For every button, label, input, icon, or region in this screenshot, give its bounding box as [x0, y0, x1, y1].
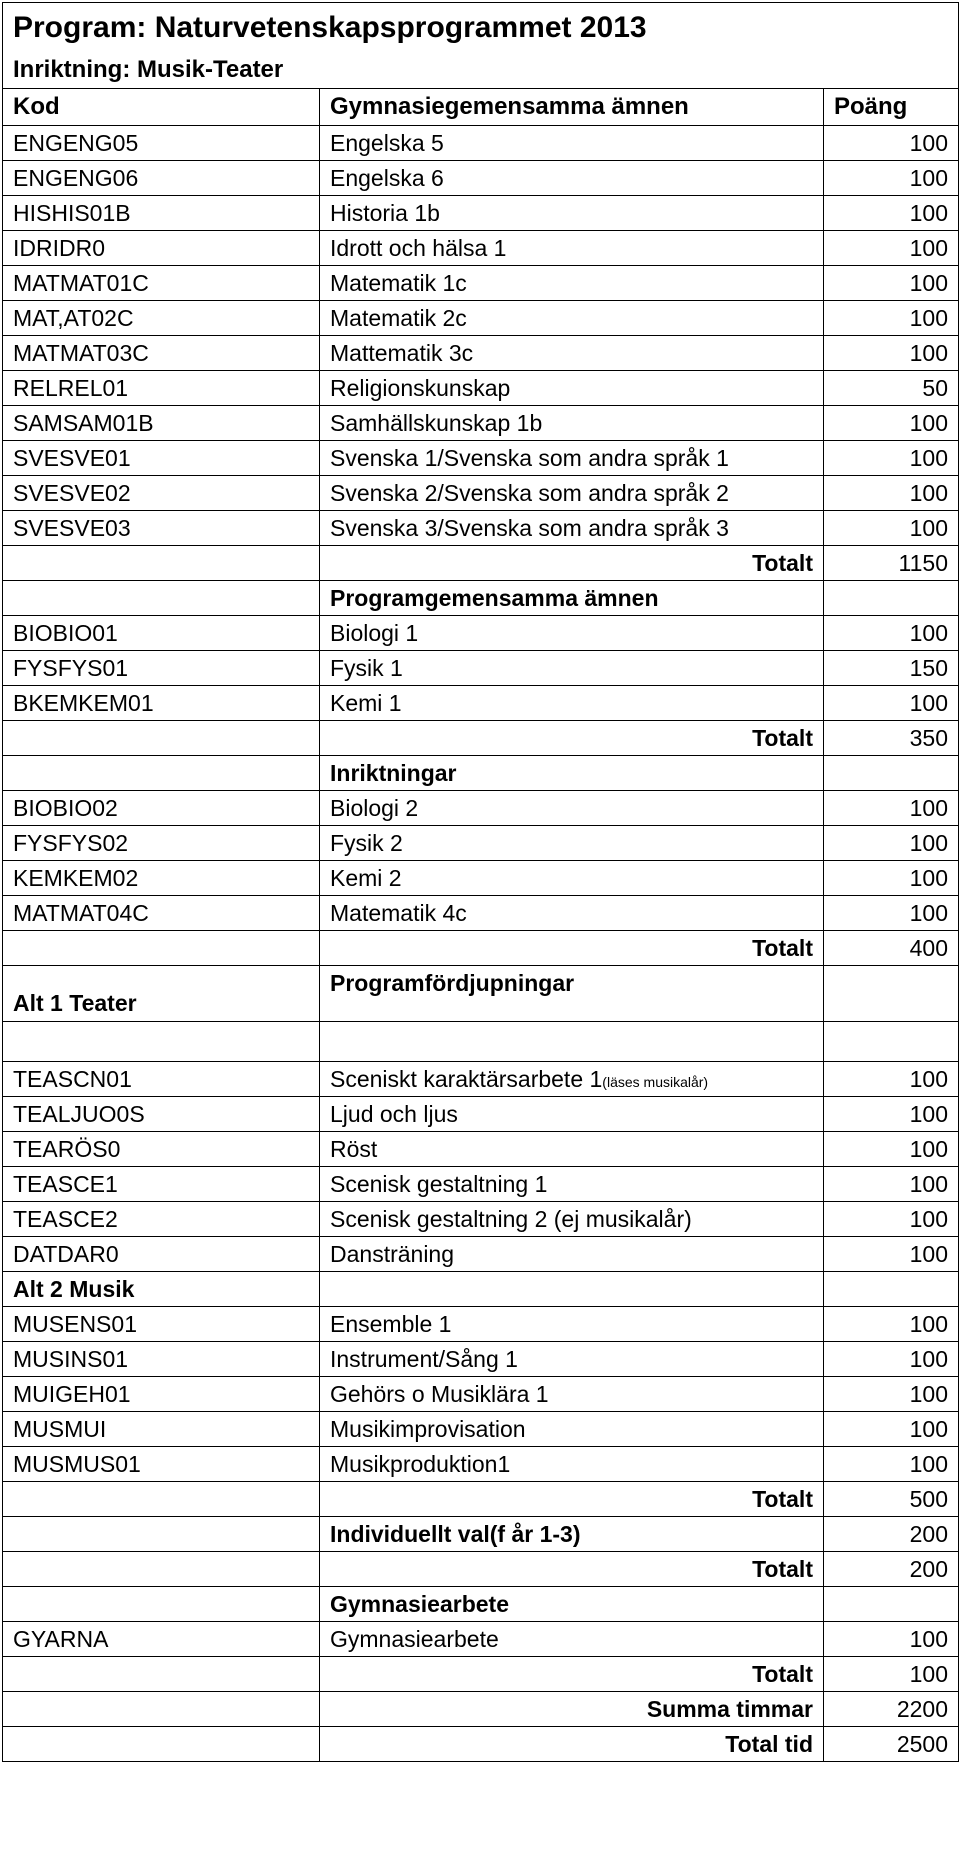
totaltid-row — [3, 1727, 959, 1762]
course-row — [3, 1307, 959, 1342]
individuellt-label: Individuellt val(f år 1-3) — [320, 1517, 824, 1552]
course-row — [3, 1342, 959, 1377]
course-row — [3, 1097, 959, 1132]
course-code: KEMKEM02 — [3, 861, 320, 896]
course-name-text: Samhällskunskap 1b — [330, 409, 543, 436]
course-name-text: Ensemble 1 — [330, 1310, 452, 1337]
course-code: RELREL01 — [3, 371, 320, 406]
page-subtitle: Inriktning: Musik-Teater — [3, 53, 959, 89]
course-code: SVESVE01 — [3, 441, 320, 476]
course-name-text: Musikimprovisation — [330, 1415, 526, 1442]
course-points: 100 — [824, 1167, 959, 1202]
course-points: 100 — [824, 616, 959, 651]
course-points: 100 — [824, 1622, 959, 1657]
gymnasiegemensamma-group — [3, 126, 959, 546]
course-code: MUSINS01 — [3, 1342, 320, 1377]
course-name-text: Matematik 2c — [330, 304, 467, 331]
header-amnen: Gymnasiegemensamma ämnen — [320, 89, 824, 126]
course-points: 100 — [824, 1342, 959, 1377]
course-points: 100 — [824, 686, 959, 721]
course-name-text: Musikproduktion1 — [330, 1450, 511, 1477]
course-name — [320, 1447, 824, 1482]
section-row — [3, 756, 959, 791]
course-points: 150 — [824, 651, 959, 686]
course-name — [320, 1377, 824, 1412]
course-code: FYSFYS02 — [3, 826, 320, 861]
course-code: FYSFYS01 — [3, 651, 320, 686]
course-points: 100 — [824, 1447, 959, 1482]
total-row — [3, 721, 959, 756]
course-row — [3, 826, 959, 861]
total-label: Totalt — [320, 721, 824, 756]
summa-value: 2200 — [824, 1692, 959, 1727]
section-row — [3, 581, 959, 616]
course-row — [3, 686, 959, 721]
course-name — [320, 826, 824, 861]
individuellt-value: 200 — [824, 1517, 959, 1552]
course-code: SVESVE03 — [3, 511, 320, 546]
course-code: IDRIDR0 — [3, 231, 320, 266]
section-heading: Inriktningar — [320, 756, 824, 791]
course-row — [3, 476, 959, 511]
course-name — [320, 1412, 824, 1447]
subtitle-row — [3, 53, 959, 89]
total-label: Totalt — [320, 1657, 824, 1692]
course-code: SVESVE02 — [3, 476, 320, 511]
course-code: TEASCN01 — [3, 1062, 320, 1097]
course-points: 100 — [824, 1237, 959, 1272]
course-code: BKEMKEM01 — [3, 686, 320, 721]
total-label: Totalt — [320, 546, 824, 581]
course-name-text: Mattematik 3c — [330, 339, 474, 366]
course-name-text: Fysik 2 — [330, 829, 403, 856]
total-value: 400 — [824, 931, 959, 966]
course-row — [3, 1062, 959, 1097]
course-row — [3, 861, 959, 896]
course-row — [3, 161, 959, 196]
alt2-row — [3, 1272, 959, 1307]
course-name — [320, 441, 824, 476]
course-points: 100 — [824, 406, 959, 441]
course-name — [320, 1307, 824, 1342]
course-name-text: Engelska 6 — [330, 164, 444, 191]
course-name-text: Gymnasiearbete — [330, 1625, 499, 1652]
summa-label: Summa timmar — [320, 1692, 824, 1727]
course-name-text: Svenska 1/Svenska som andra språk 1 — [330, 444, 729, 471]
course-name-text: Matematik 4c — [330, 899, 467, 926]
total-row — [3, 1482, 959, 1517]
total-value: 350 — [824, 721, 959, 756]
course-name-text: Scenisk gestaltning 2 (ej musikalår) — [330, 1205, 692, 1232]
course-points: 100 — [824, 861, 959, 896]
totaltid-value: 2500 — [824, 1727, 959, 1762]
course-name — [320, 476, 824, 511]
course-row — [3, 1167, 959, 1202]
course-code: BIOBIO02 — [3, 791, 320, 826]
course-code: DATDAR0 — [3, 1237, 320, 1272]
course-name — [320, 1342, 824, 1377]
course-name — [320, 196, 824, 231]
course-name — [320, 686, 824, 721]
course-row — [3, 1412, 959, 1447]
summa-row — [3, 1692, 959, 1727]
total-label: Totalt — [320, 1552, 824, 1587]
course-row — [3, 301, 959, 336]
course-code: ENGENG06 — [3, 161, 320, 196]
course-row — [3, 371, 959, 406]
inriktningar-group — [3, 791, 959, 931]
course-row — [3, 651, 959, 686]
course-code: MUSMUI — [3, 1412, 320, 1447]
header-row — [3, 89, 959, 126]
course-name-text: Svenska 3/Svenska som andra språk 3 — [330, 514, 729, 541]
totaltid-label: Total tid — [320, 1727, 824, 1762]
alt2-group — [3, 1307, 959, 1482]
course-code: TEARÖS0 — [3, 1132, 320, 1167]
course-name — [320, 651, 824, 686]
course-points: 100 — [824, 1132, 959, 1167]
course-code: MATMAT04C — [3, 896, 320, 931]
section-row — [3, 1587, 959, 1622]
course-code: MAT,AT02C — [3, 301, 320, 336]
course-points: 100 — [824, 896, 959, 931]
course-points: 100 — [824, 196, 959, 231]
section-heading: Programfördjupningar — [320, 966, 824, 1022]
alt1-label: Alt 1 Teater — [3, 966, 320, 1022]
course-points: 100 — [824, 826, 959, 861]
course-name — [320, 1132, 824, 1167]
course-name-text: Instrument/Sång 1 — [330, 1345, 518, 1372]
total-label: Totalt — [320, 1482, 824, 1517]
total-value: 200 — [824, 1552, 959, 1587]
course-row — [3, 441, 959, 476]
header-kod: Kod — [3, 89, 320, 126]
course-row — [3, 791, 959, 826]
course-name — [320, 371, 824, 406]
course-points: 100 — [824, 1377, 959, 1412]
course-name — [320, 511, 824, 546]
course-row — [3, 1377, 959, 1412]
course-name-text: Sceniskt karaktärsarbete 1 — [330, 1065, 603, 1092]
individuellt-row — [3, 1517, 959, 1552]
course-points: 50 — [824, 371, 959, 406]
course-row — [3, 1132, 959, 1167]
programgemensamma-group — [3, 616, 959, 721]
course-row — [3, 1447, 959, 1482]
course-code: MUIGEH01 — [3, 1377, 320, 1412]
course-name — [320, 1622, 824, 1657]
course-row — [3, 896, 959, 931]
course-points: 100 — [824, 126, 959, 161]
course-sheet — [2, 2, 958, 1762]
course-name — [320, 791, 824, 826]
course-name — [320, 301, 824, 336]
course-code: TEASCE2 — [3, 1202, 320, 1237]
course-name — [320, 1202, 824, 1237]
alt1-group — [3, 1062, 959, 1272]
course-code: GYARNA — [3, 1622, 320, 1657]
course-code: SAMSAM01B — [3, 406, 320, 441]
total-row — [3, 546, 959, 581]
course-row — [3, 511, 959, 546]
course-row — [3, 1622, 959, 1657]
course-points: 100 — [824, 336, 959, 371]
course-name-text: Gehörs o Musiklära 1 — [330, 1380, 549, 1407]
course-row — [3, 336, 959, 371]
header-poang: Poäng — [824, 89, 959, 126]
course-name-text: Biologi 2 — [330, 794, 419, 821]
section-heading: Programgemensamma ämnen — [320, 581, 824, 616]
course-code: MUSMUS01 — [3, 1447, 320, 1482]
course-code: BIOBIO01 — [3, 616, 320, 651]
spacer-row — [3, 1022, 959, 1062]
course-name — [320, 896, 824, 931]
course-name-text: Dansträning — [330, 1240, 455, 1267]
course-row — [3, 616, 959, 651]
course-note: (läses musikalår) — [602, 1073, 709, 1090]
course-name-text: Kemi 2 — [330, 864, 402, 891]
alt2-label: Alt 2 Musik — [3, 1272, 320, 1307]
page-title: Program: Naturvetenskapsprogrammet 2013 — [3, 3, 959, 53]
course-code: ENGENG05 — [3, 126, 320, 161]
course-code: TEASCE1 — [3, 1167, 320, 1202]
course-code: MATMAT03C — [3, 336, 320, 371]
course-name-text: Biologi 1 — [330, 619, 419, 646]
course-name-text: Svenska 2/Svenska som andra språk 2 — [330, 479, 729, 506]
course-name — [320, 861, 824, 896]
course-name — [320, 1167, 824, 1202]
course-points: 100 — [824, 511, 959, 546]
course-name — [320, 1237, 824, 1272]
course-name — [320, 161, 824, 196]
course-table — [2, 2, 959, 1762]
total-value: 1150 — [824, 546, 959, 581]
course-code: TEALJUO0S — [3, 1097, 320, 1132]
course-row — [3, 231, 959, 266]
section-heading: Gymnasiearbete — [320, 1587, 824, 1622]
course-name — [320, 231, 824, 266]
course-name-text: Religionskunskap — [330, 374, 511, 401]
course-points: 100 — [824, 266, 959, 301]
course-row — [3, 406, 959, 441]
title-row — [3, 3, 959, 53]
course-name-text: Kemi 1 — [330, 689, 402, 716]
course-points: 100 — [824, 161, 959, 196]
course-name-text: Idrott och hälsa 1 — [330, 234, 507, 261]
total-row — [3, 931, 959, 966]
total-value: 500 — [824, 1482, 959, 1517]
course-name-text: Scenisk gestaltning 1 — [330, 1170, 548, 1197]
course-name — [320, 406, 824, 441]
course-name-text: Ljud och ljus — [330, 1100, 458, 1127]
course-code: MUSENS01 — [3, 1307, 320, 1342]
course-points: 100 — [824, 441, 959, 476]
course-name-text: Historia 1b — [330, 199, 440, 226]
course-name — [320, 126, 824, 161]
total-label: Totalt — [320, 931, 824, 966]
course-points: 100 — [824, 1202, 959, 1237]
total-value: 100 — [824, 1657, 959, 1692]
course-points: 100 — [824, 301, 959, 336]
course-row — [3, 196, 959, 231]
total-row — [3, 1657, 959, 1692]
course-name — [320, 336, 824, 371]
gymnasiearbete-group — [3, 1622, 959, 1657]
course-row — [3, 126, 959, 161]
course-points: 100 — [824, 1062, 959, 1097]
course-name-text: Matematik 1c — [330, 269, 467, 296]
course-row — [3, 1202, 959, 1237]
course-points: 100 — [824, 791, 959, 826]
course-points: 100 — [824, 231, 959, 266]
course-code: HISHIS01B — [3, 196, 320, 231]
total-row — [3, 1552, 959, 1587]
course-points: 100 — [824, 476, 959, 511]
course-name-text: Fysik 1 — [330, 654, 403, 681]
course-row — [3, 1237, 959, 1272]
course-name-text: Röst — [330, 1135, 378, 1162]
section-row — [3, 966, 959, 1022]
course-name-text: Engelska 5 — [330, 129, 444, 156]
course-code: MATMAT01C — [3, 266, 320, 301]
course-name — [320, 1062, 824, 1097]
course-name — [320, 266, 824, 301]
course-name — [320, 1097, 824, 1132]
course-row — [3, 266, 959, 301]
course-points: 100 — [824, 1307, 959, 1342]
course-points: 100 — [824, 1412, 959, 1447]
course-points: 100 — [824, 1097, 959, 1132]
course-name — [320, 616, 824, 651]
